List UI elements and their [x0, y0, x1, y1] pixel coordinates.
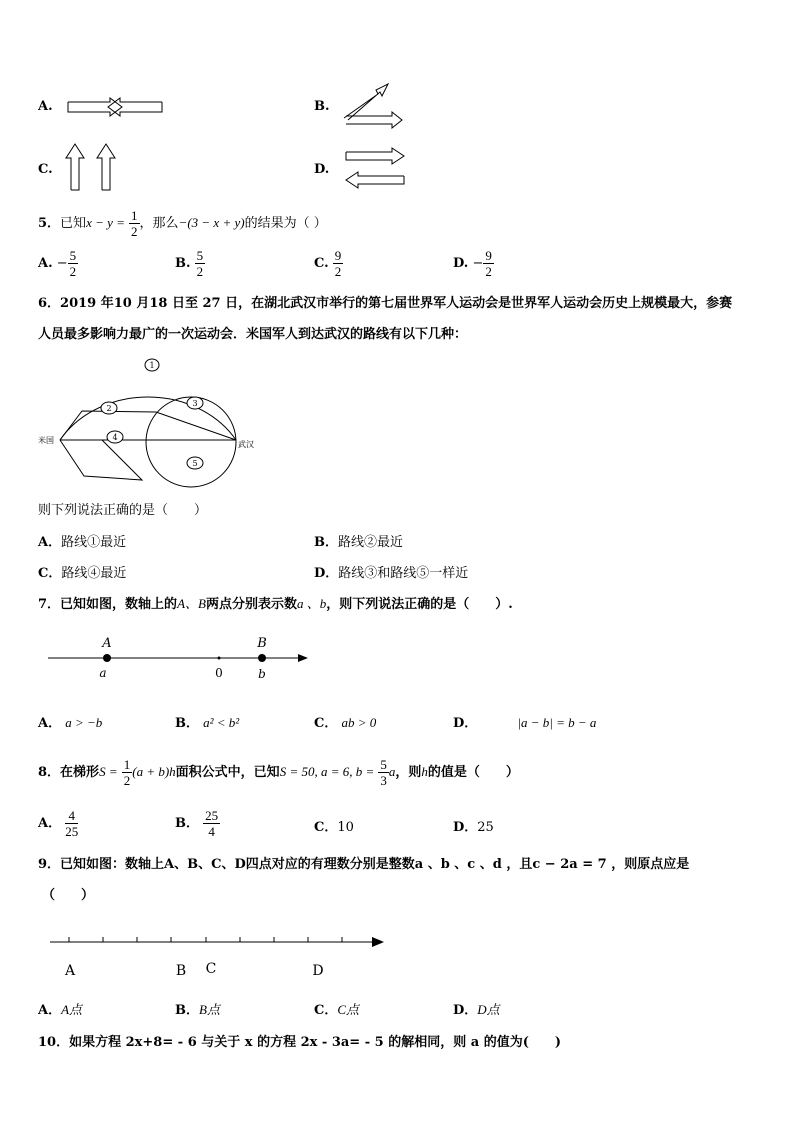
q5-given-fraction: $\frac{1}{2}$: [131, 208, 138, 239]
q4-option-a-label: A.: [38, 99, 53, 114]
q7-number-line: [46, 632, 316, 682]
point-c-label: C: [205, 961, 217, 977]
q5-prefix: 已知: [60, 216, 87, 231]
svg-text:2: 2: [106, 404, 112, 413]
q6-stem-line1: 6．2019 年10 月18 日至 27 日，在湖北武汉市举行的第七届世界军人运动会是世界军人运动会历史上规模最大，参赛: [38, 296, 733, 311]
svg-text:1: 1: [149, 361, 155, 370]
point-b-label: B: [175, 963, 187, 979]
q5-option-d[interactable]: D. − $\frac{9}{2}$: [453, 248, 492, 279]
point-d-label: D: [312, 963, 324, 979]
q7-stem: 7．已知如图，数轴上的A、B两点分别表示数a 、b，则下列说法正确的是（ ）.: [38, 596, 513, 612]
point-a-label: A: [102, 636, 112, 651]
q6-question: 则下列说法正确的是（ ）: [38, 503, 208, 518]
q5-option-b[interactable]: B. $\frac{5}{2}$: [175, 248, 204, 279]
q5-option-c[interactable]: C. $\frac{9}{2}$: [314, 248, 342, 279]
q5-expression: −(3 − x + y): [178, 215, 245, 230]
q8-option-a[interactable]: A． $\frac{4}{25}$: [38, 808, 79, 839]
q8-option-b[interactable]: B． $\frac{25}{4}$: [175, 808, 219, 839]
q5-number: 5．: [38, 216, 61, 231]
q6-route-diagram: [36, 356, 276, 491]
q4-option-d-label: D.: [314, 162, 330, 177]
route-marker-4: [107, 431, 123, 443]
origin-label: 0: [215, 666, 223, 680]
q5-middle: ，那么: [139, 216, 179, 231]
q6-option-a[interactable]: A．路线①最近: [38, 535, 127, 550]
route-marker-5: [187, 457, 203, 469]
q7-option-c[interactable]: C． ab > 0: [314, 715, 377, 731]
q9-option-d[interactable]: D．D点: [453, 1002, 500, 1018]
q7-option-a[interactable]: A． a > −b: [38, 715, 103, 731]
route-marker-1: [145, 359, 159, 371]
q5-stem: [38, 205, 327, 241]
q7-option-d[interactable]: D． |a − b| = b − a: [453, 715, 597, 731]
q8-option-d[interactable]: D．25: [453, 820, 494, 835]
q5-given-lhs: x − y =: [86, 215, 125, 230]
q4-option-a-figure: [66, 96, 166, 118]
svg-text:4: 4: [112, 433, 118, 442]
q9-option-b[interactable]: B．B点: [175, 1002, 220, 1018]
label-start-usa: 米国: [38, 436, 54, 445]
q6-option-c[interactable]: C．路线④最近: [38, 566, 127, 581]
q9-stem-line2: （ ）: [42, 888, 95, 903]
route-marker-2: [101, 402, 117, 414]
q4-option-b-figure: [342, 80, 406, 130]
q6-option-b[interactable]: B．路线②最近: [314, 535, 404, 550]
q4-option-d-figure: [342, 146, 408, 192]
q5-suffix: 的结果为（ ）: [244, 216, 327, 231]
point-a-label: A: [64, 963, 76, 979]
q7-option-b[interactable]: B． a² < b²: [175, 715, 240, 731]
value-a-label: a: [99, 666, 107, 680]
q6-stem-line2: 人员最多影响力最广的一次运动会．米国军人到达武汉的路线有以下几种：: [38, 327, 468, 342]
q8-option-c[interactable]: C．10: [314, 820, 354, 835]
q9-number-line: [48, 932, 388, 982]
q9-option-a[interactable]: A．A点: [38, 1002, 83, 1018]
point-b-label: B: [257, 636, 267, 651]
q9-stem-line1: 9．已知如图：数轴上A、B、C、D四点对应的有理数分别是整数a 、b 、c 、d ，且c − 2a = 7 ，则原点应是: [38, 857, 690, 872]
q8-stem: 8．在梯形S = $\frac{1}{2}$ (a + b)h面积公式中，已知S = 50, a = 6, b = $\frac{5}{3}$ a，则h的值是（ ）: [38, 757, 519, 788]
q10-stem: 10．如果方程 2x+8= - 6 与关于 x 的方程 2x - 3a= - 5 的解相同，则 a 的值为( ): [38, 1035, 561, 1050]
q4-option-b-label: B.: [314, 99, 330, 114]
q4-option-c-label: C.: [38, 162, 53, 177]
svg-text:5: 5: [192, 459, 198, 468]
q4-option-c-figure: [62, 140, 122, 192]
q9-option-c[interactable]: C．C点: [314, 1002, 360, 1018]
q6-option-d[interactable]: D．路线③和路线⑤一样近: [314, 566, 469, 581]
q5-option-a[interactable]: A. − $\frac{5}{2}$: [38, 248, 77, 279]
svg-text:3: 3: [192, 399, 198, 408]
route-marker-3: [187, 397, 203, 409]
value-b-label: b: [258, 667, 266, 681]
label-end-wuhan: 武汉: [238, 440, 254, 449]
